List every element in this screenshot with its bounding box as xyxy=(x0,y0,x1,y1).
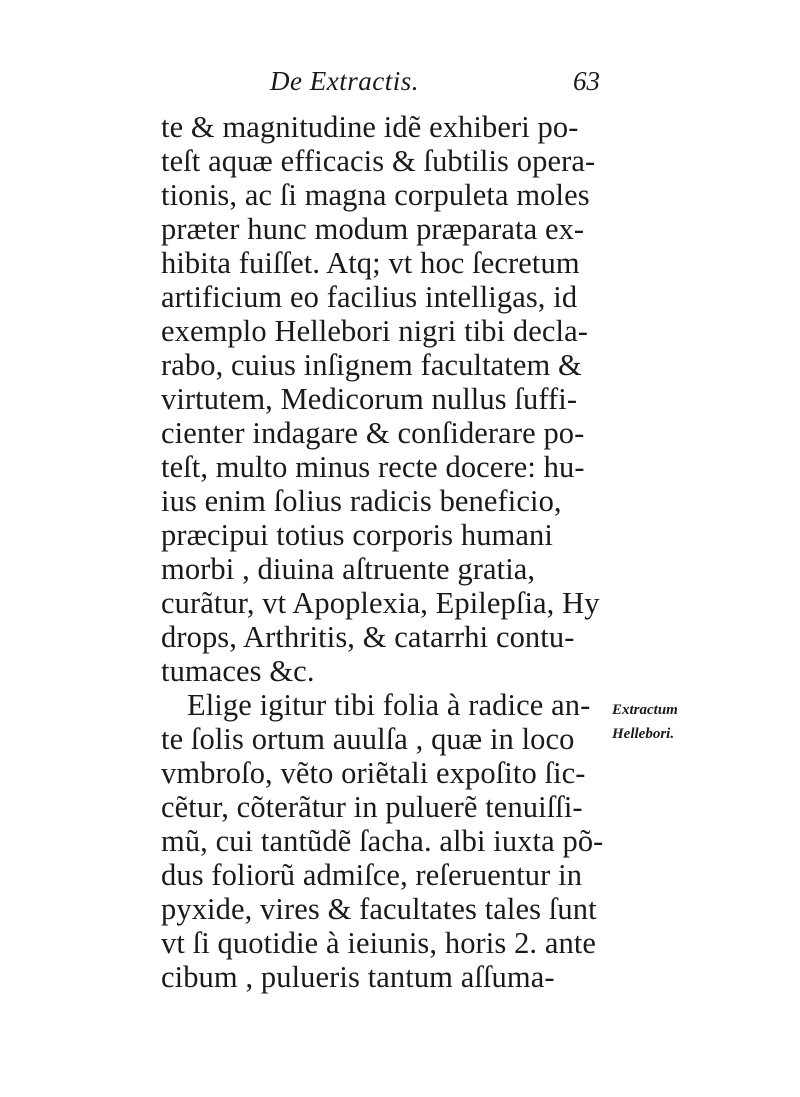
text-line: præter hunc modum præparata ex- xyxy=(161,212,585,246)
marginal-note-line: Hellebori. xyxy=(612,726,675,742)
text-line: te & magnitudine idẽ exhiberi po- xyxy=(161,110,579,144)
text-line: Elige igitur tibi folia à radice an- xyxy=(187,688,591,722)
text-line: præcipui totius corporis humani xyxy=(161,518,553,552)
text-line: morbi , diuina aſtruente gratia, xyxy=(161,552,536,586)
body-text xyxy=(161,110,606,994)
text-line: te ſolis ortum auulſa , quæ in loco xyxy=(161,722,575,756)
text-line: teſt, multo minus recte docere: hu- xyxy=(161,450,585,484)
marginal-note-line: Extractum xyxy=(612,702,678,718)
text-line: cienter indagare & conſiderare po- xyxy=(161,416,585,450)
text-line: tionis, ac ſi magna corpuleta moles xyxy=(161,178,590,212)
text-line: ius enim ſolius radicis beneficio, xyxy=(161,484,562,518)
text-line: artificium eo facilius intelligas, id xyxy=(161,280,578,314)
text-line: teſt aquæ efficacis & ſubtilis opera- xyxy=(161,144,596,178)
marginal-note xyxy=(612,698,742,746)
text-line: exemplo Hellebori nigri tibi decla- xyxy=(161,314,588,348)
text-line: vt ſi quotidie à ieiunis, horis 2. ante xyxy=(161,926,597,960)
text-line: rabo, cuius inſignem facultatem & xyxy=(161,348,582,382)
text-line: mũ, cui tantũdẽ ſacha. albi iuxta põ- xyxy=(161,824,604,858)
text-line: cẽtur, cõterãtur in puluerẽ tenuiſſi- xyxy=(161,790,583,824)
running-title: De Extractis. xyxy=(270,66,419,96)
page-header xyxy=(160,62,600,102)
text-line: vmbroſo, vẽto oriẽtali expoſito ſic- xyxy=(161,756,586,790)
text-line: virtutem, Medicorum nullus ſuffi- xyxy=(161,382,578,416)
text-line: hibita fuiſſet. Atq; vt hoc ſecretum xyxy=(161,246,580,280)
text-line: dus foliorũ admiſce, reſeruentur in xyxy=(161,858,583,892)
page-number: 63 xyxy=(573,66,600,96)
text-line: curãtur, vt Apoplexia, Epilepſia, Hy xyxy=(161,586,600,620)
text-line: tumaces &c. xyxy=(161,654,315,688)
text-line: drops, Arthritis, & catarrhi contu- xyxy=(161,620,575,654)
text-line: pyxide, vires & facultates tales ſunt xyxy=(161,892,597,926)
text-line: cibum , pulueris tantum aſſuma- xyxy=(161,960,555,994)
